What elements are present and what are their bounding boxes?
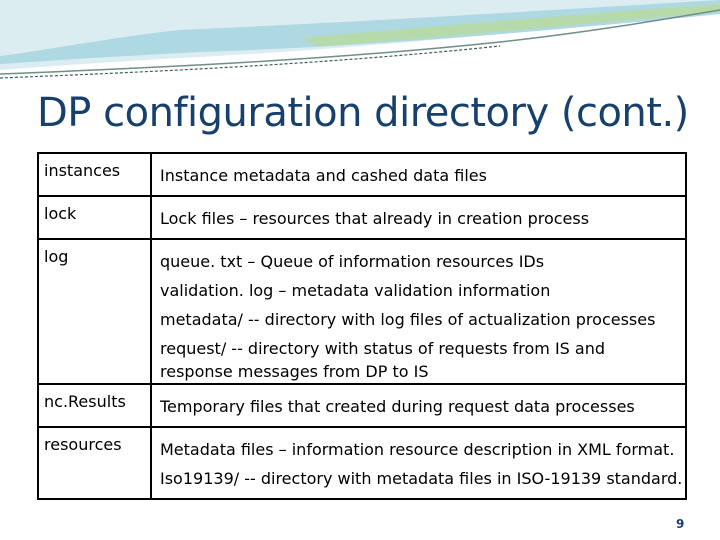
description-line: Metadata files – information resource description in XML format. — [160, 440, 675, 459]
page-number: 9 — [676, 517, 685, 531]
description-line: metadata/ -- directory with log files of actualization processes — [160, 310, 656, 329]
description-line: queue. txt – Queue of information resources IDs — [160, 252, 545, 271]
directory-description — [151, 384, 686, 427]
directory-description — [151, 239, 686, 384]
directory-name: log — [38, 239, 151, 384]
slide-title: DP configuration directory (cont.) — [37, 90, 689, 136]
description-line: validation. log – metadata validation information — [160, 281, 551, 300]
directory-description — [151, 196, 686, 239]
table-row — [38, 427, 686, 499]
directory-table — [37, 152, 687, 500]
directory-name: nc.Results — [38, 384, 151, 427]
description-line: Iso19139/ -- directory with metadata files in ISO-19139 standard. — [160, 469, 683, 488]
table-row — [38, 239, 686, 384]
header-wave-decoration — [0, 0, 720, 90]
directory-description — [151, 153, 686, 196]
description-line: Temporary files that created during request data processes — [160, 397, 635, 416]
directory-name: lock — [38, 196, 151, 239]
description-line: Instance metadata and cashed data files — [160, 166, 487, 185]
directory-name: instances — [38, 153, 151, 196]
description-line: Lock files – resources that already in creation process — [160, 209, 590, 228]
table-row — [38, 153, 686, 196]
description-line: request/ -- directory with status of requests from IS and response messages from DP to IS — [160, 339, 606, 381]
table-row — [38, 384, 686, 427]
table-row — [38, 196, 686, 239]
directory-name: resources — [38, 427, 151, 499]
directory-description — [151, 427, 686, 499]
